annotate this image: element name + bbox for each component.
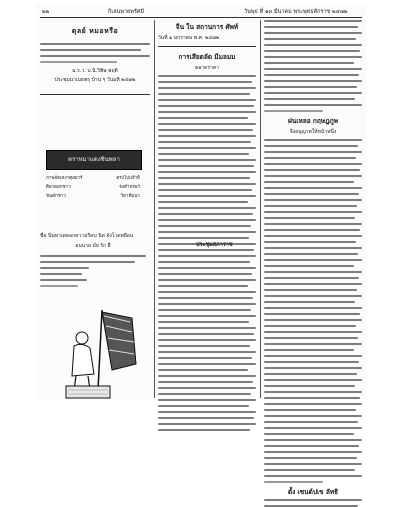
middle-column: [158, 20, 256, 400]
article-subheading: จึงอนุญาตให้หน้าหนึ่ง: [289, 129, 337, 135]
page-number: ๒๒: [42, 9, 50, 15]
article-heading: ประชุมสภาราช: [196, 242, 233, 248]
newspaper-title: กิเลนพายพรัศมี: [108, 9, 144, 15]
section-date: วันที่ ๑ มกราคม พ.ศ. ๒๔๗๒: [158, 35, 220, 41]
article-heading: ฝนเหลอ กฤษฎภูพ: [288, 117, 338, 125]
section-rule: [40, 94, 150, 95]
article-body: [264, 139, 362, 483]
table-row: ชนดักชาว วีดาทีมนา: [46, 194, 140, 199]
column-divider: [260, 20, 261, 398]
article-body: [158, 75, 256, 431]
section-rule: [158, 46, 256, 47]
newspaper-page: [36, 4, 366, 496]
article-subheading: ตลาดราคา: [194, 65, 219, 71]
notice-date: ประชุมนาเมธพรุ บ้าน ๆ วันมหิ ๒๔๗๒: [54, 77, 136, 83]
notice-signature: ม.ร.ว. บ.นิ.วิพิษ พฤติ: [72, 68, 118, 74]
table-row: ภาพจัดเหงาศุลยาร์ ตรงไปปจำหิ: [46, 176, 140, 181]
cartoon-illustration: [62, 304, 146, 400]
notice-title: ตุลย์ หมอหรือ: [71, 26, 119, 35]
masthead-rule: [40, 17, 362, 18]
notice-body: [40, 43, 150, 63]
dateline: วันพุธ ที่ ๑๓ มีนาคม พระพุทธศักราช ๒๔๗๒: [244, 9, 348, 15]
article-body: [264, 20, 362, 112]
column-divider: [154, 20, 155, 398]
right-column: [264, 20, 362, 496]
illustration-caption: ชื่อ นิ่นทาเตดอกความรีคบ นิด จังโวดหยีอน อนนาย มัย รัก ผื: [40, 232, 146, 291]
advertisement-banner: ตราหมาแดงชินพลา: [46, 150, 142, 170]
masthead: [36, 4, 366, 18]
article-heading: การเสียดลัด มีมลมม: [178, 53, 236, 61]
table-row: ศิลาดอกชาว จังตำหรยว์: [46, 185, 140, 190]
price-table: [46, 174, 140, 210]
section-heading: จีน ใน สถานการ ศัพท์: [175, 23, 239, 31]
article-heading: ตั้ง เซนต์ปเข ลัทธิ: [287, 488, 339, 496]
